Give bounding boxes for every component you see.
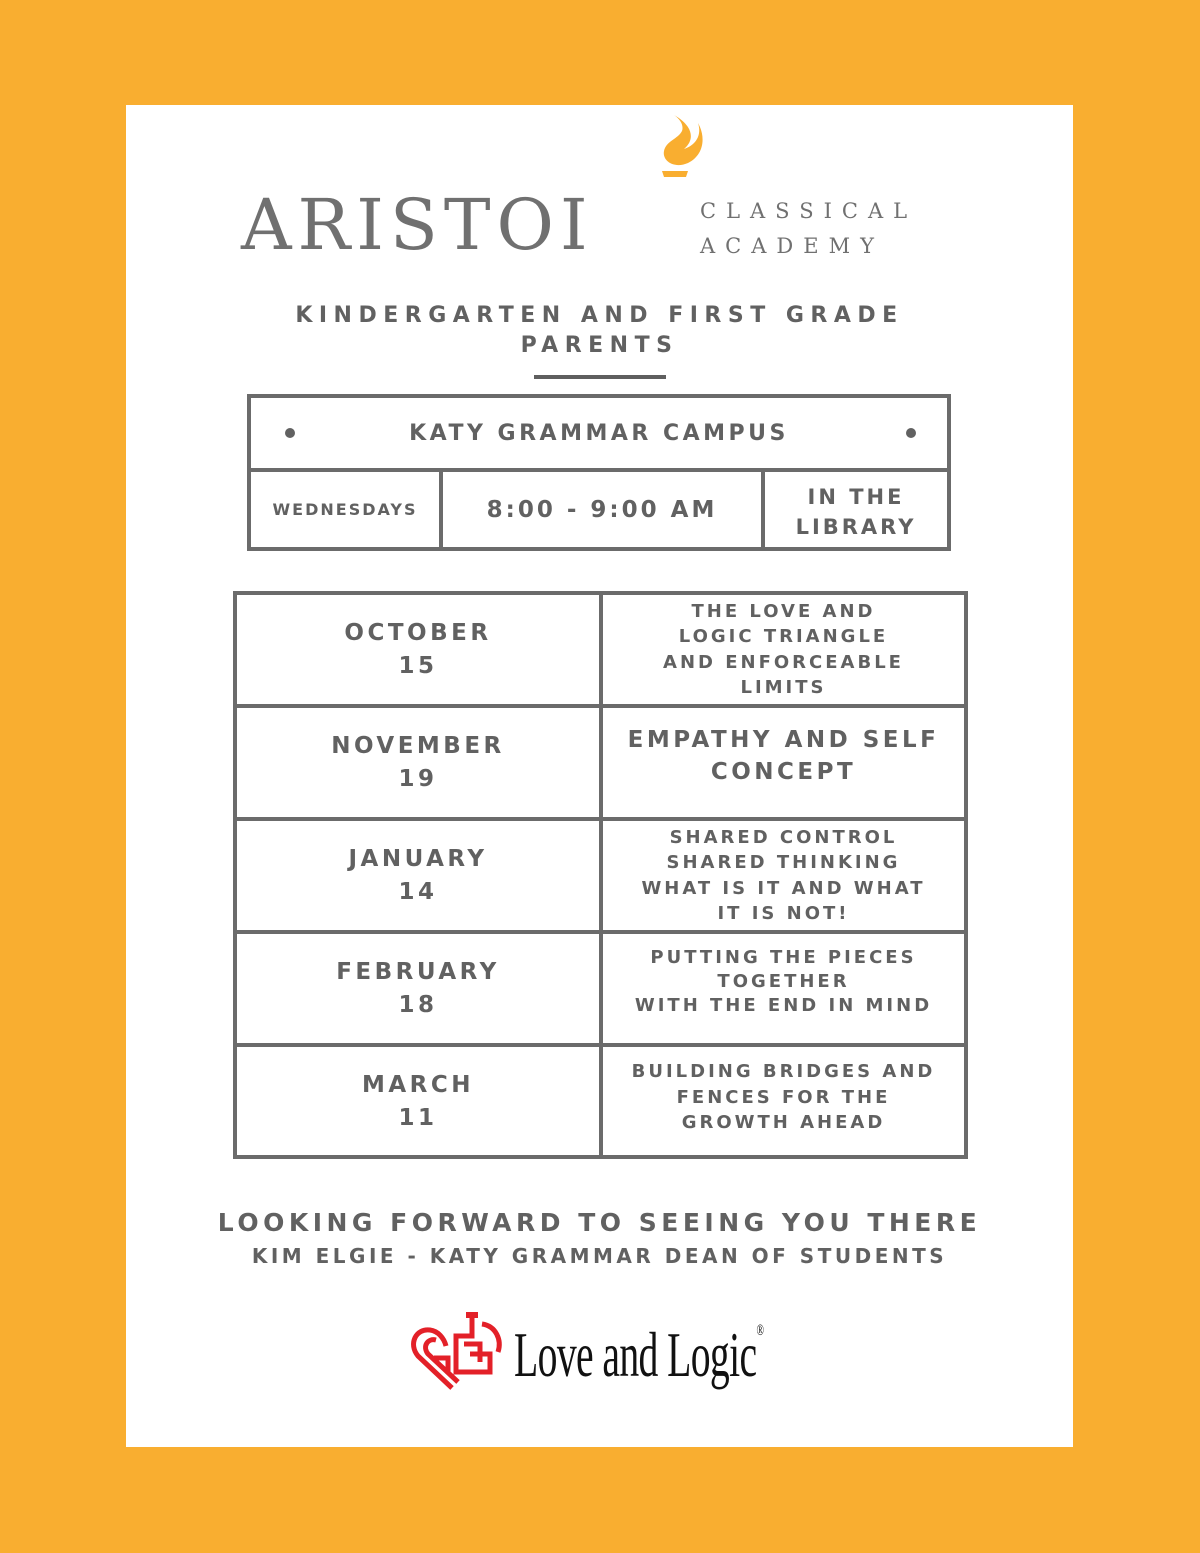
heading-line2: PARENTS <box>520 333 679 358</box>
session-topic <box>603 1047 964 1156</box>
session-month: OCTOBER <box>344 619 492 646</box>
topic-line: TOGETHER <box>717 970 850 992</box>
topic-line: AND ENFORCEABLE <box>663 651 904 673</box>
session-day: 14 <box>398 878 438 905</box>
meeting-time: 8:00 - 9:00 AM <box>443 472 765 547</box>
trademark-symbol: ® <box>756 1322 764 1339</box>
session-day: 11 <box>398 1104 438 1131</box>
session-month: FEBRUARY <box>336 958 500 985</box>
topic-line: LIMITS <box>740 677 827 698</box>
logo-wordmark: ARISTOI <box>241 184 594 266</box>
topic-line: GROWTH AHEAD <box>681 1112 886 1134</box>
flyer-card <box>126 105 1073 1447</box>
meeting-details <box>251 472 947 547</box>
audience-heading <box>266 301 933 361</box>
topic-line: EMPATHY AND SELF <box>627 726 940 753</box>
love-and-logic-heart-icon <box>410 1312 510 1392</box>
topic-line: LOGIC TRIANGLE <box>678 626 889 647</box>
topic-line: THE LOVE AND <box>691 600 876 622</box>
closing-signature: KIM ELGIE - KATY GRAMMAR DEAN OF STUDENTS <box>251 1244 948 1268</box>
logo-sub-line1: CLASSICAL <box>700 199 918 223</box>
campus-info-box <box>247 394 951 551</box>
topic-line: SHARED CONTROL <box>669 826 898 848</box>
campus-header <box>251 398 947 472</box>
session-day: 19 <box>398 765 438 792</box>
bullet-icon <box>906 428 916 438</box>
topic-line: CONCEPT <box>710 758 857 785</box>
topic-line: WITH THE END IN MIND <box>634 994 933 1016</box>
topic-line: SHARED THINKING <box>666 852 901 873</box>
session-date <box>237 821 599 930</box>
session-month: NOVEMBER <box>331 732 505 759</box>
topic-line: IT IS NOT! <box>717 903 850 924</box>
schedule-table <box>233 591 968 1159</box>
session-topic <box>603 821 964 930</box>
topic-line: FENCES FOR THE <box>676 1086 891 1108</box>
session-date <box>237 595 599 704</box>
closing-message: LOOKING FORWARD TO SEEING YOU THERE <box>217 1208 982 1237</box>
topic-line: BUILDING BRIDGES AND <box>631 1061 936 1083</box>
session-topic <box>603 708 964 817</box>
love-and-logic-text: Love and Logic <box>514 1319 757 1390</box>
meeting-location <box>765 472 947 547</box>
campus-name: KATY GRAMMAR CAMPUS <box>409 420 789 446</box>
topic-line: WHAT IS IT AND WHAT <box>641 877 926 899</box>
session-date <box>237 1047 599 1156</box>
location-line2: LIBRARY <box>795 514 917 539</box>
love-and-logic-wordmark <box>514 1319 764 1390</box>
session-day: 18 <box>398 991 438 1018</box>
session-topic <box>603 934 964 1043</box>
heading-line1: KINDERGARTEN AND FIRST GRADE <box>295 303 904 328</box>
logo-sub-line2: ACADEMY <box>700 234 884 258</box>
meeting-day: WEDNESDAYS <box>251 472 443 547</box>
session-day: 15 <box>398 652 438 679</box>
location-line1: IN THE <box>807 484 905 509</box>
torch-flame-icon <box>644 111 708 201</box>
session-month: MARCH <box>361 1071 475 1098</box>
session-date <box>237 934 599 1043</box>
aristoi-logo <box>126 105 1073 275</box>
heading-divider <box>534 375 666 379</box>
session-topic <box>603 595 964 704</box>
topic-line: PUTTING THE PIECES <box>650 946 917 968</box>
session-month: JANUARY <box>348 845 488 872</box>
session-date <box>237 708 599 817</box>
